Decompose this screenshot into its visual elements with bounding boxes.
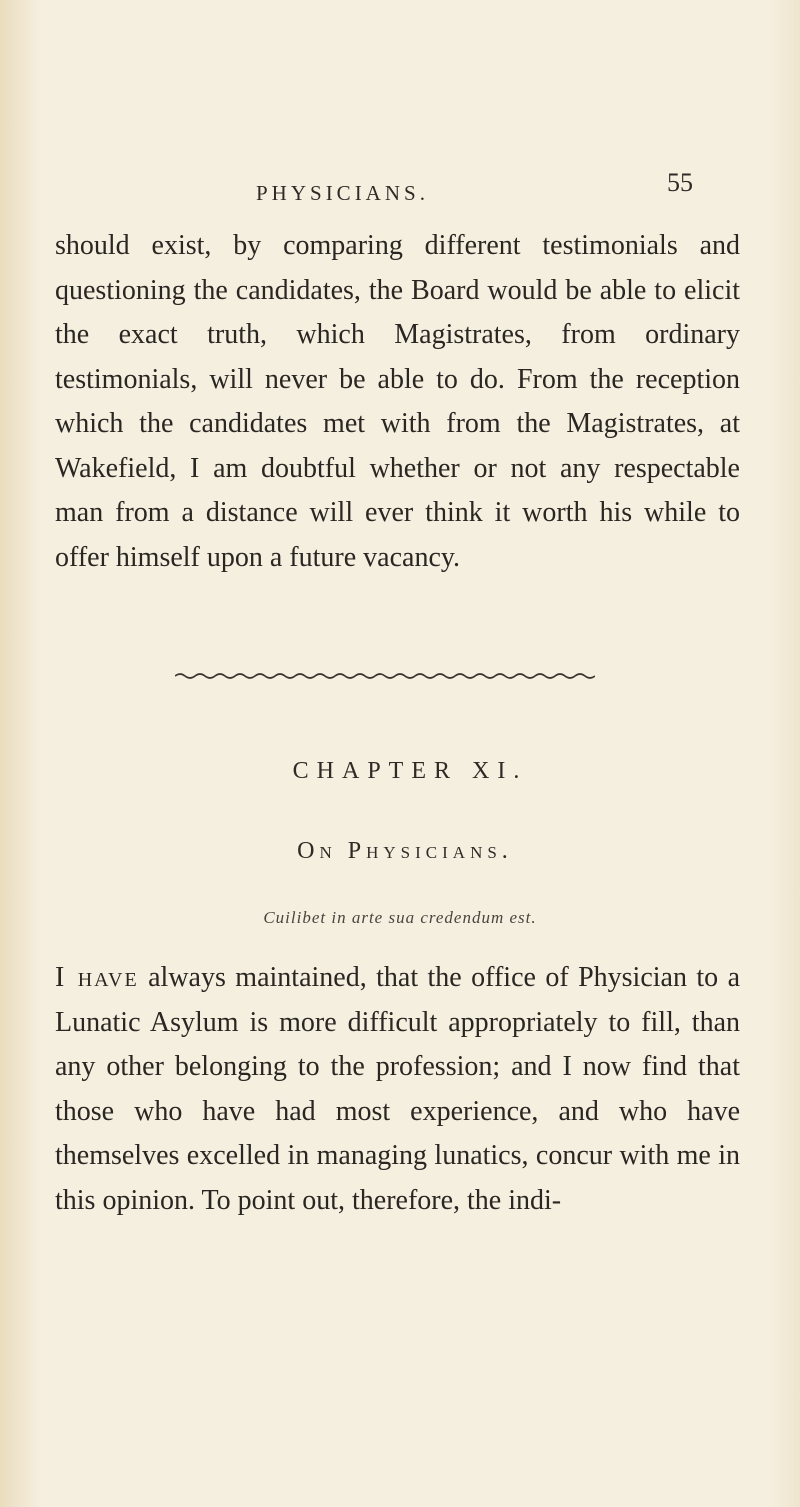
decorative-wavy-rule: [175, 670, 595, 682]
opening-words: I have: [55, 962, 139, 993]
running-head: PHYSICIANS.: [256, 181, 429, 205]
paragraph-body: always maintained, that the office of Physician to a Lunatic Asylum is more difficult appropriately to fill, than any other belonging to the profession; and I now find that those who have had most experience, and who have themselves excelled in managing lunatics, concur with me in this opinion. To point out, therefore, the indi-: [55, 962, 740, 1216]
paragraph-chapter-opening: [55, 956, 740, 1223]
epigraph: Cuilibet in arte sua credendum est.: [263, 908, 537, 927]
chapter-subtitle: On Physicians.: [297, 838, 513, 864]
page-number: 55: [667, 168, 693, 197]
chapter-heading: CHAPTER XI.: [292, 758, 528, 784]
paragraph-continued: should exist, by comparing different testimonials and questioning the candidates, the Board would be able to elicit the exact truth, which Magistrates, from ordinary testimonials, will never be able to do. From the reception which the candidates met with from the Magistrates, at Wakefield, I am doubtful whether or not any respectable man from a distance will ever think it worth his while to offer himself upon a future vacancy.: [55, 230, 740, 573]
